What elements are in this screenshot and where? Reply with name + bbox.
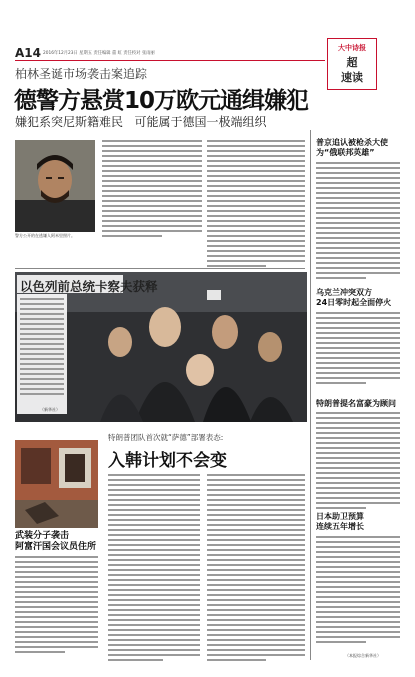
lead-photo <box>15 140 95 232</box>
lead-divider <box>15 268 305 269</box>
afghan-headline: 武装分子袭击 阿富汗国会议员住所 <box>15 531 97 552</box>
suspect-portrait <box>15 140 95 232</box>
korea-body-col1 <box>108 474 200 664</box>
right-story3-body <box>316 412 400 512</box>
damaged-building <box>15 440 98 528</box>
lead-headline: 德警方悬赏10万欧元通缉嫌犯 <box>14 88 309 114</box>
afghan-body <box>15 556 98 656</box>
right-story2-title: 乌克兰冲突双方 24日零时起全面停火 <box>316 288 392 307</box>
right-col-footer: （本报综合新华社） <box>345 653 381 658</box>
brand-name: 大中诗报 <box>338 43 366 52</box>
right-story1-title: 普京追认被枪杀大使 为“俄联邦英雄” <box>316 138 388 157</box>
right-story4-title: 日本助卫预算 连续五年增长 <box>316 512 364 531</box>
lead-body-col2 <box>207 140 305 270</box>
feature-headline: 以色列前总统卡察夫获释 <box>20 279 158 294</box>
right-story1-body <box>316 162 400 282</box>
korea-body-col2 <box>207 474 305 664</box>
feature-body <box>20 298 64 398</box>
right-col-divider <box>310 130 311 660</box>
right-story4-body <box>316 536 400 646</box>
korea-headline: 入韩计划不会变 <box>108 451 227 471</box>
right-story3-title: 特朗普提名富豪为顾问 <box>316 399 396 408</box>
lead-body-col1 <box>102 140 202 240</box>
date-line: 2016年12月23日 星期五 责任编辑 董 虹 责任校对 张雨丽 <box>43 51 155 56</box>
masthead-rule <box>15 60 325 61</box>
korea-kicker: 特朗普团队首次就“萨德”部署表态: <box>108 433 224 442</box>
feature-byline: （新华社） <box>40 407 60 412</box>
afghan-photo <box>15 440 98 528</box>
right-story2-body <box>316 312 400 387</box>
section-title: 超 速读 <box>341 56 363 84</box>
lead-subhead: 嫌犯系突尼斯籍难民 可能属于德国一极端组织 <box>15 115 267 129</box>
page-number: A14 <box>15 46 41 60</box>
lead-kicker: 柏林圣诞市场袭击案追踪 <box>15 67 148 81</box>
brand-box <box>327 38 377 90</box>
lead-photo-caption: 警方公开的在逃嫌人阿米里照片。 <box>15 233 75 238</box>
